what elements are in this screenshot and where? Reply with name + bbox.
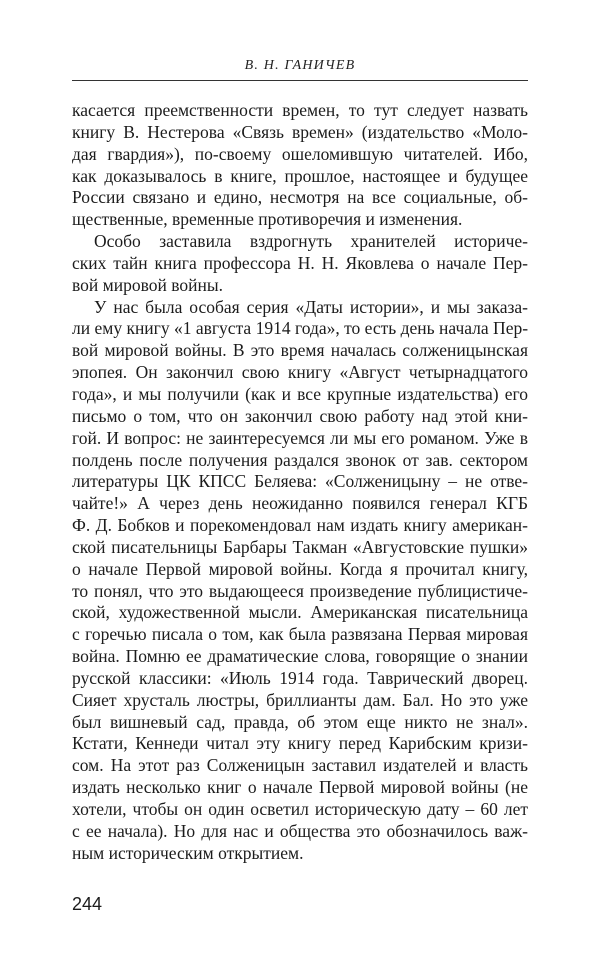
text-line: чайте!» А через день неожиданно появился генерал КГБ (72, 493, 528, 514)
text-line: письмо о том, что он закончил свою работу над этой кни- (72, 405, 528, 426)
text-line: книгу В. Нестерова «Связь времен» (издательство «Моло- (72, 121, 528, 142)
running-head-title: В. Н. ГАНИЧЕВ (244, 58, 356, 73)
text-line: Ф. Д. Бобков и порекомендовал нам издать книгу американ- (72, 515, 528, 536)
text-line: литературы ЦК КПСС Беляева: «Солженицыну – не отве- (72, 471, 528, 492)
text-line: У нас была особая серия «Даты истории», и мы заказа- (94, 296, 528, 317)
text-line: ли ему книгу «1 августа 1914 года», то есть день начала Пер- (72, 318, 528, 339)
text-line: Особо заставила вздрогнуть хранителей историче- (94, 231, 528, 252)
text-line: ской, художественной мысли. Американская писательница (72, 602, 528, 623)
text-line: Сияет хрусталь люстры, бриллианты дам. Бал. Но это уже (72, 689, 528, 710)
text-line: ным историческим открытием. (72, 842, 304, 863)
text-line: ской писательницы Барбары Такман «Августовские пушки» (72, 536, 528, 557)
text-line: вой мировой войны. (72, 274, 223, 295)
text-line: с горечью писала о том, как была развязана Первая мировая (72, 624, 528, 645)
text-line: русской классики: «Июль 1914 года. Таврический дворец. (72, 667, 528, 688)
text-line: как доказывалось в книге, прошлое, настоящее и будущее (72, 165, 528, 186)
body-text (72, 100, 528, 865)
text-line: то понял, что это выдающееся произведение публицистиче- (72, 580, 528, 601)
text-line: касается преемственности времен, то тут следует назвать (72, 100, 528, 120)
text-line: России связано и едино, несмотря на все социальные, об- (72, 187, 528, 208)
text-line: года», и мы получили (как и все крупные издательства) его (72, 383, 528, 404)
text-line: война. Помню ее драматические слова, говорящие о знании (72, 646, 528, 667)
text-line: вой мировой войны. В это время началась солженицынская (72, 340, 528, 361)
text-line: гой. И вопрос: не заинтересуемся ли мы его романом. Уже в (72, 427, 528, 448)
paragraph (72, 100, 528, 231)
page-number: 244 (72, 894, 103, 914)
paragraph (72, 231, 528, 297)
header-rule (72, 80, 528, 81)
text-line: издать несколько книг о начале Первой мировой войны (не (72, 777, 528, 798)
text-line: Кстати, Кеннеди читал эту книгу перед Карибским кризи- (72, 733, 528, 754)
text-line: полдень после получения раздался звонок от зав. сектором (72, 449, 528, 470)
text-line: дая гвардия»), по-своему ошеломившую читателей. Ибо, (72, 143, 528, 164)
text-line: ских тайн книга профессора Н. Н. Яковлева о начале Пер- (72, 252, 528, 273)
text-line: щественные, временные противоречия и изменения. (72, 209, 463, 230)
paragraph (72, 297, 528, 865)
text-line: хотели, чтобы он один осветил историческую дату – 60 лет (72, 799, 528, 819)
text-line: сом. На этот раз Солженицын заставил издателей и власть (72, 755, 528, 776)
text-line: о начале Первой мировой войны. Когда я прочитал книгу, (72, 558, 528, 579)
text-line: был вишневый сад, правда, об этом еще никто не знал». (72, 711, 528, 732)
text-line: эпопея. Он закончил свою книгу «Август четырнадцатого (72, 362, 528, 383)
text-line: с ее начала). Но для нас и общества это обозначилось важ- (72, 820, 528, 841)
